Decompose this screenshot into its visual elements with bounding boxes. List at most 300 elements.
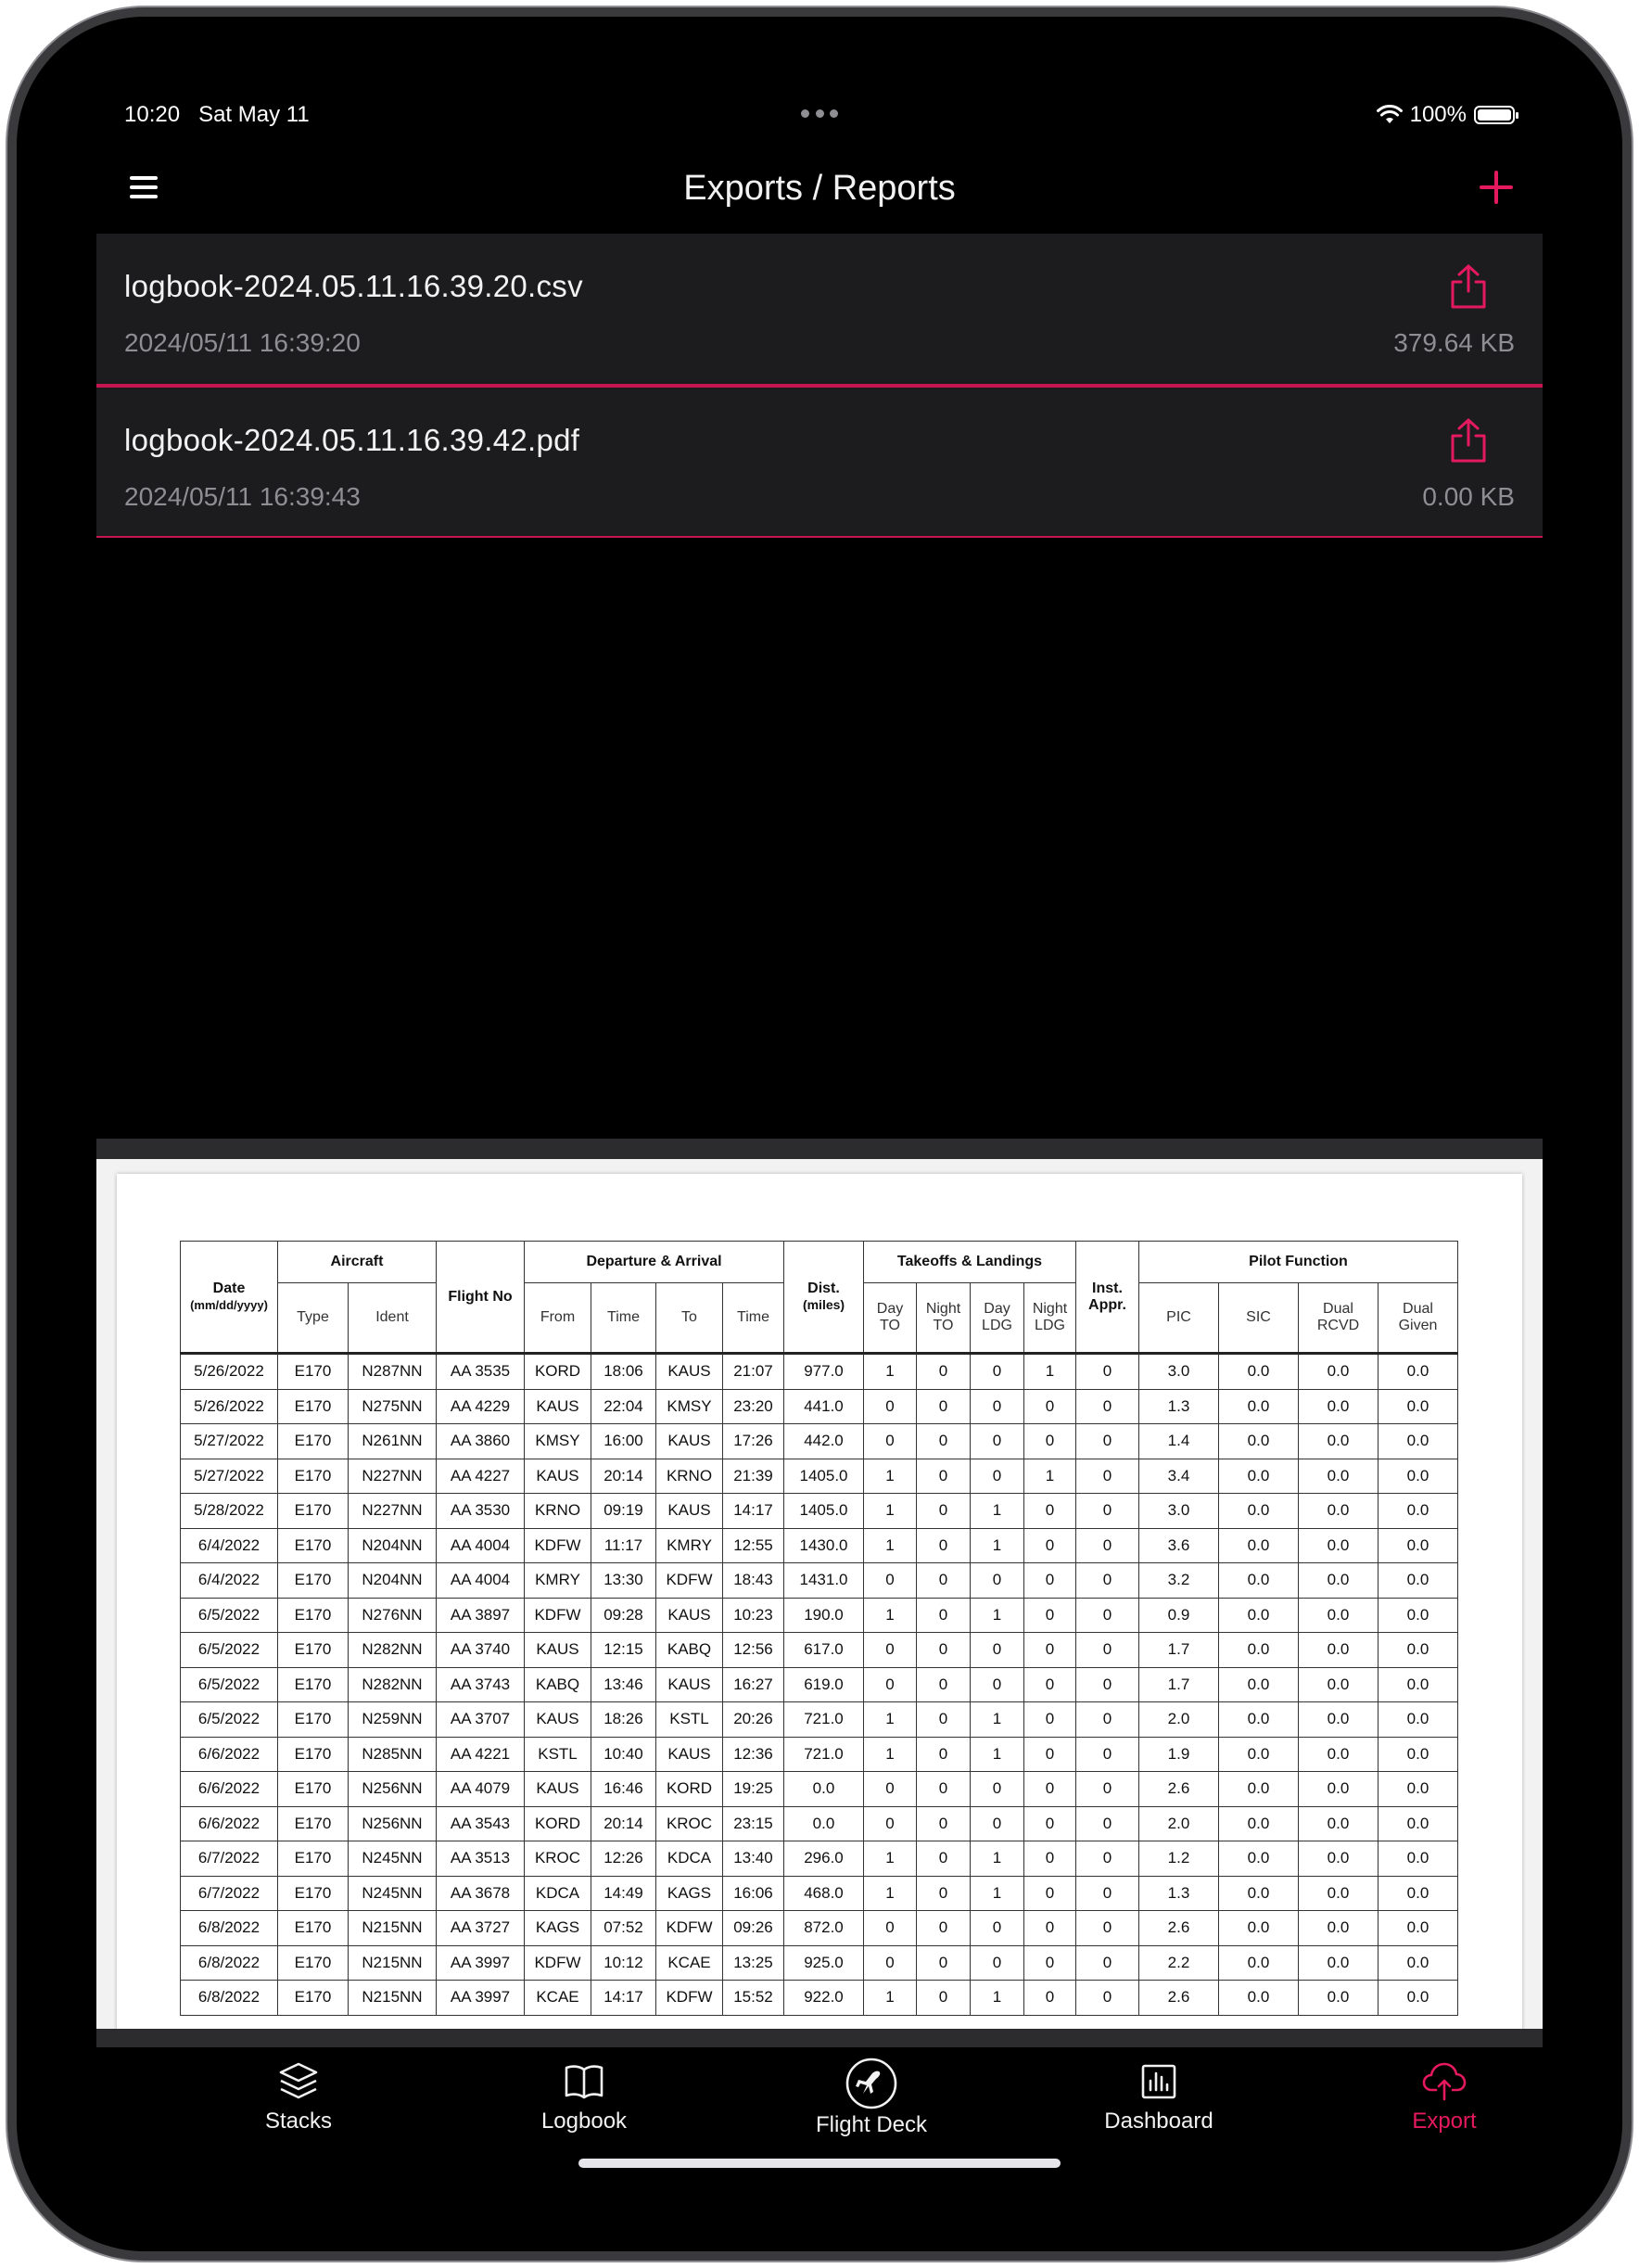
table-cell: 2.0 xyxy=(1139,1806,1219,1841)
col-dep-time: Time xyxy=(591,1283,656,1354)
table-cell: 5/27/2022 xyxy=(181,1459,278,1494)
tab-export[interactable] xyxy=(1352,2047,1537,2149)
table-row xyxy=(181,1389,1458,1424)
table-cell: 0 xyxy=(917,1737,971,1772)
col-dist: Dist. (miles) xyxy=(784,1242,864,1354)
table-cell: 0.0 xyxy=(1379,1702,1458,1738)
table-cell: 1 xyxy=(864,1981,917,2016)
table-cell: 0 xyxy=(1076,1911,1139,1946)
table-cell: 07:52 xyxy=(591,1911,656,1946)
table-cell: 0 xyxy=(1076,1876,1139,1911)
table-cell: 23:15 xyxy=(723,1806,784,1841)
table-cell: 0 xyxy=(971,1354,1024,1390)
table-cell: 0 xyxy=(1076,1389,1139,1424)
table-cell: AA 3727 xyxy=(437,1911,525,1946)
home-indicator[interactable] xyxy=(578,2159,1061,2168)
table-cell: 10:40 xyxy=(591,1737,656,1772)
table-cell: KMRY xyxy=(525,1563,591,1599)
col-pilot-function: Pilot Function xyxy=(1139,1242,1458,1283)
table-cell: 0 xyxy=(971,1667,1024,1702)
table-cell: 6/8/2022 xyxy=(181,1911,278,1946)
table-cell: KDFW xyxy=(656,1981,723,2016)
table-cell: E170 xyxy=(278,1806,349,1841)
table-cell: 617.0 xyxy=(784,1633,864,1668)
table-cell: 0.0 xyxy=(1299,1389,1379,1424)
table-cell: 3.2 xyxy=(1139,1563,1219,1599)
table-cell: 0 xyxy=(917,1841,971,1877)
battery-percent: 100% xyxy=(1409,102,1467,127)
table-cell: KABQ xyxy=(656,1633,723,1668)
table-cell: AA 4227 xyxy=(437,1459,525,1494)
table-cell: 0.0 xyxy=(1379,1633,1458,1668)
table-cell: AA 4004 xyxy=(437,1563,525,1599)
table-cell: 10:23 xyxy=(723,1598,784,1633)
table-row xyxy=(181,1841,1458,1877)
table-cell: 0.0 xyxy=(1299,1459,1379,1494)
col-arr-time: Time xyxy=(723,1283,784,1354)
table-cell: 1405.0 xyxy=(784,1494,864,1529)
table-cell: 0 xyxy=(1024,1424,1076,1459)
table-row xyxy=(181,1528,1458,1563)
table-cell: 0 xyxy=(1024,1737,1076,1772)
table-cell: KROC xyxy=(525,1841,591,1877)
navigation-bar xyxy=(96,148,1543,234)
table-cell: E170 xyxy=(278,1737,349,1772)
table-cell: 619.0 xyxy=(784,1667,864,1702)
table-cell: 0 xyxy=(917,1389,971,1424)
table-cell: 0.0 xyxy=(1219,1459,1299,1494)
table-cell: 2.6 xyxy=(1139,1772,1219,1807)
table-cell: 0 xyxy=(917,1876,971,1911)
table-cell: E170 xyxy=(278,1667,349,1702)
table-cell: 1.4 xyxy=(1139,1424,1219,1459)
table-cell: 442.0 xyxy=(784,1424,864,1459)
table-cell: AA 3997 xyxy=(437,1945,525,1981)
tab-label: Flight Deck xyxy=(815,2112,928,2137)
table-cell: 0 xyxy=(1076,1459,1139,1494)
table-cell: AA 3513 xyxy=(437,1841,525,1877)
table-cell: 0 xyxy=(1024,1806,1076,1841)
airplane-circle-icon xyxy=(845,2057,898,2110)
table-cell: E170 xyxy=(278,1354,349,1390)
table-cell: 0.0 xyxy=(1379,1563,1458,1599)
table-cell: 1 xyxy=(1024,1354,1076,1390)
app-screen xyxy=(96,93,1543,2170)
status-date: Sat May 11 xyxy=(198,102,310,127)
table-cell: 0.0 xyxy=(1379,1598,1458,1633)
table-cell: KDFW xyxy=(525,1598,591,1633)
table-cell: 18:43 xyxy=(723,1563,784,1599)
table-row xyxy=(181,1737,1458,1772)
col-night-to: Night TO xyxy=(917,1283,971,1354)
table-cell: 18:06 xyxy=(591,1354,656,1390)
table-cell: 0 xyxy=(971,1806,1024,1841)
share-icon[interactable] xyxy=(1448,263,1489,310)
table-cell: 0.0 xyxy=(1379,1667,1458,1702)
table-cell: KROC xyxy=(656,1806,723,1841)
tab-label: Logbook xyxy=(540,2109,628,2134)
table-cell: 0.0 xyxy=(1299,1424,1379,1459)
logbook-table-body xyxy=(181,1354,1458,2016)
col-date: Date (mm/dd/yyyy) xyxy=(181,1242,278,1354)
table-cell: 0.0 xyxy=(1299,1981,1379,2016)
table-cell: 3.6 xyxy=(1139,1528,1219,1563)
table-cell: 441.0 xyxy=(784,1389,864,1424)
cloud-upload-icon xyxy=(1421,2060,1467,2103)
table-row xyxy=(181,1424,1458,1459)
table-cell: 0.0 xyxy=(1299,1598,1379,1633)
col-night-ldg: Night LDG xyxy=(1024,1283,1076,1354)
table-cell: 19:25 xyxy=(723,1772,784,1807)
table-cell: 0.0 xyxy=(1379,1494,1458,1529)
table-cell: 0.0 xyxy=(1299,1633,1379,1668)
table-cell: 3.0 xyxy=(1139,1494,1219,1529)
table-cell: KSTL xyxy=(656,1702,723,1738)
table-cell: 1.7 xyxy=(1139,1633,1219,1668)
table-cell: N261NN xyxy=(349,1424,437,1459)
table-row xyxy=(181,1598,1458,1633)
table-cell: 5/26/2022 xyxy=(181,1354,278,1390)
table-cell: 0 xyxy=(971,1424,1024,1459)
table-cell: N227NN xyxy=(349,1494,437,1529)
table-cell: 1 xyxy=(1024,1459,1076,1494)
tab-logbook[interactable] xyxy=(491,2047,677,2149)
table-cell: 3.4 xyxy=(1139,1459,1219,1494)
table-row xyxy=(181,1806,1458,1841)
table-cell: 0 xyxy=(1076,1528,1139,1563)
table-cell: AA 3743 xyxy=(437,1667,525,1702)
table-cell: 0 xyxy=(864,1389,917,1424)
table-cell: 1430.0 xyxy=(784,1528,864,1563)
table-cell: N245NN xyxy=(349,1876,437,1911)
table-cell: 0 xyxy=(1076,1667,1139,1702)
table-cell: N215NN xyxy=(349,1945,437,1981)
table-cell: 16:27 xyxy=(723,1667,784,1702)
table-cell: KRNO xyxy=(656,1459,723,1494)
tab-label: Export xyxy=(1412,2109,1477,2134)
table-cell: 6/4/2022 xyxy=(181,1528,278,1563)
table-cell: 0 xyxy=(917,1459,971,1494)
tab-flight-deck[interactable] xyxy=(779,2047,964,2149)
table-cell: 0.0 xyxy=(1299,1772,1379,1807)
table-cell: 925.0 xyxy=(784,1945,864,1981)
table-cell: KAUS xyxy=(525,1633,591,1668)
table-cell: 12:26 xyxy=(591,1841,656,1877)
table-cell: 0.0 xyxy=(1219,1563,1299,1599)
table-cell: 0 xyxy=(864,1667,917,1702)
table-row xyxy=(181,1876,1458,1911)
table-cell: 1 xyxy=(864,1528,917,1563)
table-cell: 15:52 xyxy=(723,1981,784,2016)
table-cell: 6/7/2022 xyxy=(181,1876,278,1911)
table-cell: 0 xyxy=(864,1911,917,1946)
table-cell: AA 4221 xyxy=(437,1737,525,1772)
table-cell: N215NN xyxy=(349,1911,437,1946)
table-cell: 0 xyxy=(917,1667,971,1702)
table-row xyxy=(181,1945,1458,1981)
table-cell: 0 xyxy=(864,1563,917,1599)
table-cell: 0 xyxy=(1076,1563,1139,1599)
table-cell: 0 xyxy=(971,1459,1024,1494)
tab-bar xyxy=(96,2047,1543,2170)
table-row xyxy=(181,1354,1458,1390)
table-cell: N259NN xyxy=(349,1702,437,1738)
file-row-csv[interactable] xyxy=(96,234,1543,386)
table-cell: 0.0 xyxy=(1219,1494,1299,1529)
table-cell: 0 xyxy=(971,1633,1024,1668)
tab-stacks[interactable] xyxy=(206,2047,391,2149)
table-cell: 21:39 xyxy=(723,1459,784,1494)
table-cell: N215NN xyxy=(349,1981,437,2016)
table-cell: 1.7 xyxy=(1139,1667,1219,1702)
table-cell: 0.0 xyxy=(1219,1806,1299,1841)
table-cell: 0.0 xyxy=(1299,1737,1379,1772)
table-cell: 0.0 xyxy=(1379,1981,1458,2016)
table-cell: 0.0 xyxy=(1219,1841,1299,1877)
table-cell: KMRY xyxy=(656,1528,723,1563)
table-cell: 977.0 xyxy=(784,1354,864,1390)
table-cell: KSTL xyxy=(525,1737,591,1772)
table-cell: N282NN xyxy=(349,1633,437,1668)
table-cell: 22:04 xyxy=(591,1389,656,1424)
table-cell: 0 xyxy=(1024,1911,1076,1946)
table-cell: N245NN xyxy=(349,1841,437,1877)
table-cell: 0.9 xyxy=(1139,1598,1219,1633)
table-cell: 2.2 xyxy=(1139,1945,1219,1981)
table-cell: AA 3997 xyxy=(437,1981,525,2016)
table-cell: 2.6 xyxy=(1139,1981,1219,2016)
table-cell: 1 xyxy=(864,1841,917,1877)
table-cell: 09:28 xyxy=(591,1598,656,1633)
table-cell: E170 xyxy=(278,1494,349,1529)
table-cell: KCAE xyxy=(525,1981,591,2016)
table-cell: 0.0 xyxy=(1219,1389,1299,1424)
table-cell: 0 xyxy=(1076,1806,1139,1841)
pdf-page xyxy=(117,1174,1522,2029)
table-cell: 0.0 xyxy=(1299,1876,1379,1911)
pdf-preview[interactable] xyxy=(96,1159,1543,2029)
table-row xyxy=(181,1459,1458,1494)
table-cell: KAUS xyxy=(525,1772,591,1807)
plus-icon[interactable] xyxy=(1480,171,1513,204)
table-cell: 0 xyxy=(1024,1667,1076,1702)
table-cell: 0.0 xyxy=(1379,1354,1458,1390)
col-dep-arr: Departure & Arrival xyxy=(525,1242,784,1283)
table-cell: 0.0 xyxy=(1299,1702,1379,1738)
table-cell: AA 3535 xyxy=(437,1354,525,1390)
table-cell: 13:25 xyxy=(723,1945,784,1981)
table-cell: 0 xyxy=(1076,1633,1139,1668)
table-cell: 0 xyxy=(917,1633,971,1668)
table-cell: KAUS xyxy=(525,1702,591,1738)
table-cell: 10:12 xyxy=(591,1945,656,1981)
table-cell: E170 xyxy=(278,1424,349,1459)
table-cell: 1.3 xyxy=(1139,1876,1219,1911)
table-cell: AA 3678 xyxy=(437,1876,525,1911)
tab-dashboard[interactable] xyxy=(1066,2047,1251,2149)
table-cell: 20:14 xyxy=(591,1459,656,1494)
bar-chart-icon xyxy=(1137,2060,1180,2103)
table-cell: 1 xyxy=(971,1841,1024,1877)
table-cell: 296.0 xyxy=(784,1841,864,1877)
table-cell: 1 xyxy=(864,1459,917,1494)
table-cell: 0 xyxy=(864,1633,917,1668)
table-cell: 2.6 xyxy=(1139,1911,1219,1946)
table-cell: N256NN xyxy=(349,1806,437,1841)
file-name: logbook-2024.05.11.16.39.42.pdf xyxy=(124,423,580,457)
table-cell: 21:07 xyxy=(723,1354,784,1390)
table-cell: E170 xyxy=(278,1459,349,1494)
table-cell: E170 xyxy=(278,1528,349,1563)
table-cell: 6/6/2022 xyxy=(181,1737,278,1772)
status-right xyxy=(1377,102,1515,128)
table-cell: N204NN xyxy=(349,1528,437,1563)
table-cell: KDCA xyxy=(656,1841,723,1877)
table-cell: 09:26 xyxy=(723,1911,784,1946)
table-cell: 0.0 xyxy=(784,1772,864,1807)
table-cell: 0.0 xyxy=(1219,1737,1299,1772)
table-cell: E170 xyxy=(278,1876,349,1911)
table-cell: 872.0 xyxy=(784,1911,864,1946)
preview-separator xyxy=(96,2029,1543,2047)
table-cell: 1 xyxy=(971,1876,1024,1911)
table-cell: 0.0 xyxy=(784,1806,864,1841)
logbook-table xyxy=(180,1241,1458,2016)
table-cell: 0.0 xyxy=(1379,1806,1458,1841)
preview-separator xyxy=(96,1139,1543,1159)
table-cell: 1 xyxy=(864,1737,917,1772)
table-cell: N227NN xyxy=(349,1459,437,1494)
table-cell: 0.0 xyxy=(1299,1494,1379,1529)
table-cell: 5/27/2022 xyxy=(181,1424,278,1459)
table-cell: N276NN xyxy=(349,1598,437,1633)
table-cell: 0 xyxy=(864,1945,917,1981)
share-icon[interactable] xyxy=(1448,417,1489,464)
table-cell: AA 4004 xyxy=(437,1528,525,1563)
table-cell: 0 xyxy=(1076,1702,1139,1738)
wifi-icon xyxy=(1377,105,1403,125)
table-cell: 11:17 xyxy=(591,1528,656,1563)
table-cell: KDCA xyxy=(525,1876,591,1911)
table-cell: 1405.0 xyxy=(784,1459,864,1494)
table-cell: 0.0 xyxy=(1219,1354,1299,1390)
col-sic: SIC xyxy=(1219,1283,1299,1354)
table-cell: 6/6/2022 xyxy=(181,1772,278,1807)
table-cell: 0 xyxy=(1024,1528,1076,1563)
table-cell: AA 3707 xyxy=(437,1702,525,1738)
table-cell: 1 xyxy=(864,1354,917,1390)
table-cell: 0 xyxy=(1076,1945,1139,1981)
table-cell: 20:26 xyxy=(723,1702,784,1738)
table-cell: 0 xyxy=(1076,1354,1139,1390)
table-cell: N204NN xyxy=(349,1563,437,1599)
table-cell: 0.0 xyxy=(1219,1772,1299,1807)
table-cell: 0 xyxy=(917,1806,971,1841)
table-cell: 6/8/2022 xyxy=(181,1981,278,2016)
table-cell: 0 xyxy=(917,1424,971,1459)
multitasking-dots-icon[interactable] xyxy=(801,98,838,118)
table-cell: 12:55 xyxy=(723,1528,784,1563)
table-cell: E170 xyxy=(278,1981,349,2016)
col-to: To xyxy=(656,1283,723,1354)
col-from: From xyxy=(525,1283,591,1354)
table-cell: 12:56 xyxy=(723,1633,784,1668)
table-cell: 0.0 xyxy=(1379,1528,1458,1563)
table-cell: 13:40 xyxy=(723,1841,784,1877)
table-cell: 0 xyxy=(1024,1772,1076,1807)
status-time: 10:20 xyxy=(124,102,181,127)
table-cell: 0.0 xyxy=(1219,1667,1299,1702)
table-cell: 0 xyxy=(864,1772,917,1807)
table-cell: 1 xyxy=(864,1702,917,1738)
table-cell: 0.0 xyxy=(1299,1354,1379,1390)
table-cell: 12:36 xyxy=(723,1737,784,1772)
table-row xyxy=(181,1633,1458,1668)
table-row xyxy=(181,1563,1458,1599)
table-cell: KORD xyxy=(656,1772,723,1807)
table-cell: 6/4/2022 xyxy=(181,1563,278,1599)
table-cell: 0 xyxy=(1024,1981,1076,2016)
table-cell: 0 xyxy=(917,1911,971,1946)
table-cell: 1.3 xyxy=(1139,1389,1219,1424)
table-cell: 6/8/2022 xyxy=(181,1945,278,1981)
open-book-icon xyxy=(563,2060,605,2103)
table-cell: KAUS xyxy=(656,1667,723,1702)
table-cell: 0.0 xyxy=(1379,1737,1458,1772)
table-cell: 190.0 xyxy=(784,1598,864,1633)
table-cell: KAUS xyxy=(656,1424,723,1459)
table-cell: 0 xyxy=(917,1528,971,1563)
table-cell: 14:17 xyxy=(723,1494,784,1529)
col-type: Type xyxy=(278,1283,349,1354)
table-cell: 0 xyxy=(1024,1633,1076,1668)
table-row xyxy=(181,1667,1458,1702)
table-cell: 0.0 xyxy=(1379,1911,1458,1946)
table-cell: 0 xyxy=(1024,1702,1076,1738)
table-cell: 0 xyxy=(1076,1737,1139,1772)
table-cell: AA 3543 xyxy=(437,1806,525,1841)
table-cell: N256NN xyxy=(349,1772,437,1807)
table-cell: 1431.0 xyxy=(784,1563,864,1599)
table-cell: KAUS xyxy=(656,1494,723,1529)
table-cell: 0 xyxy=(971,1945,1024,1981)
table-cell: 20:14 xyxy=(591,1806,656,1841)
table-cell: 16:00 xyxy=(591,1424,656,1459)
table-cell: 16:46 xyxy=(591,1772,656,1807)
table-cell: KMSY xyxy=(656,1389,723,1424)
table-cell: 721.0 xyxy=(784,1702,864,1738)
battery-icon xyxy=(1474,106,1515,124)
table-cell: 468.0 xyxy=(784,1876,864,1911)
table-cell: 0 xyxy=(971,1772,1024,1807)
table-cell: KAGS xyxy=(525,1911,591,1946)
table-row xyxy=(181,1772,1458,1807)
table-cell: KAUS xyxy=(525,1459,591,1494)
table-cell: 6/7/2022 xyxy=(181,1841,278,1877)
table-cell: N287NN xyxy=(349,1354,437,1390)
table-cell: 0.0 xyxy=(1299,1841,1379,1877)
table-cell: 0 xyxy=(971,1911,1024,1946)
table-cell: 1.2 xyxy=(1139,1841,1219,1877)
table-cell: 0.0 xyxy=(1219,1981,1299,2016)
table-cell: 0 xyxy=(1024,1945,1076,1981)
table-cell: E170 xyxy=(278,1563,349,1599)
file-row-pdf[interactable] xyxy=(96,386,1543,538)
col-aircraft: Aircraft xyxy=(278,1242,437,1283)
table-cell: 0.0 xyxy=(1299,1945,1379,1981)
table-cell: KMSY xyxy=(525,1424,591,1459)
table-cell: 6/6/2022 xyxy=(181,1806,278,1841)
